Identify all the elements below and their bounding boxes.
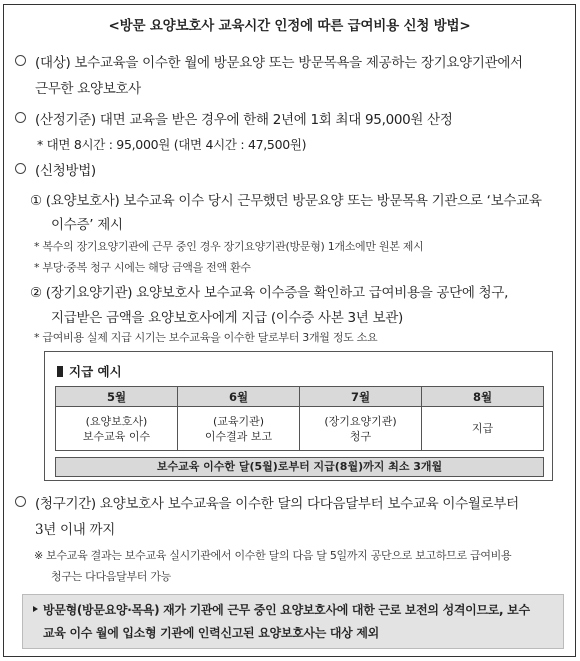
cell-role: 지급 bbox=[471, 422, 494, 435]
circle-bullet-icon bbox=[15, 496, 26, 507]
cell-role: (교육기관) bbox=[212, 414, 265, 428]
example-title: 지급 예시 bbox=[69, 364, 122, 379]
page-title: <방문 요양보호사 교육시간 인정에 따른 급여비용 신청 방법> bbox=[108, 18, 471, 34]
table-cell bbox=[56, 407, 178, 451]
cell-action: 청구 bbox=[349, 429, 372, 443]
notice-line-2: 교육 이수 월에 입소형 기관에 인력신고된 요양보호사는 대상 제외 bbox=[43, 626, 379, 640]
table-header-row bbox=[56, 387, 544, 407]
exclusion-notice bbox=[22, 594, 564, 649]
notice-line-1: 방문형(방문요양·목욕) 재가 기관에 근무 중인 요양보호사에 대한 근로 보전의 성격이므로, 보수 bbox=[43, 603, 530, 617]
black-square-icon bbox=[57, 366, 63, 377]
method-step1-note-2: * 부당·중복 청구 시에는 해당 금액을 전액 환수 bbox=[34, 261, 251, 274]
criteria-note: * 대면 8시간 : 95,000원 (대면 4시간 : 47,500원) bbox=[37, 137, 307, 152]
table-cell bbox=[178, 407, 300, 451]
triangle-bullet-icon bbox=[33, 606, 38, 612]
method-step1-line-1: ① (요양보호사) 보수교육 이수 당시 근무했던 방문요양 또는 방문목욕 기관으로 ‘보수교육 bbox=[30, 193, 542, 209]
example-heading bbox=[57, 362, 122, 380]
method-step1-line-2: 이수증’ 제시 bbox=[51, 217, 123, 233]
method-step2-line-2: 지급받은 금액을 요양보호사에게 지급 (이수증 사본 3년 보관) bbox=[51, 310, 403, 326]
method-step1-note-1: * 복수의 장기요양기관에 근무 중인 경우 장기요양기관(방문형) 1개소에만 원본 제시 bbox=[34, 240, 424, 253]
criteria-line: (산정기준) 대면 교육을 받은 경우에 한해 2년에 1회 최대 95,000원 산정 bbox=[35, 112, 453, 128]
method-step2-note: * 급여비용 실제 지급 시기는 보수교육을 이수한 달로부터 3개월 정도 소요 bbox=[34, 331, 378, 344]
circle-bullet-icon bbox=[15, 112, 26, 123]
month-header: 7월 bbox=[300, 387, 422, 407]
cell-role: (장기요양기관) bbox=[324, 414, 397, 428]
claim-note-1: ※ 보수교육 결과는 보수교육 실시기관에서 이수한 달의 다음 달 5일까지 공단으로 보고하므로 급여비용 bbox=[34, 549, 512, 562]
circle-bullet-icon bbox=[15, 163, 26, 174]
target-line-1: (대상) 보수교육을 이수한 월에 방문요양 또는 방문목욕을 제공하는 장기요양기관에서 bbox=[35, 55, 523, 71]
month-header: 6월 bbox=[178, 387, 300, 407]
target-line-2: 근무한 요양보호사 bbox=[35, 81, 141, 97]
claim-note-2: 청구는 다다음달부터 가능 bbox=[51, 570, 171, 583]
table-cell bbox=[300, 407, 422, 451]
table-row bbox=[56, 407, 544, 451]
method-heading: (신청방법) bbox=[35, 163, 96, 179]
table-cell bbox=[422, 407, 544, 451]
cell-action: 보수교육 이수 bbox=[82, 429, 151, 443]
payment-timeline-table bbox=[55, 386, 544, 451]
cell-role: (요양보호사) bbox=[85, 414, 148, 428]
month-header: 5월 bbox=[56, 387, 178, 407]
payment-example-box bbox=[44, 351, 553, 481]
method-step2-line-1: ② (장기요양기관) 요양보호사 보수교육 이수증을 확인하고 급여비용을 공단에 청구, bbox=[30, 285, 509, 301]
example-summary: 보수교육 이수한 달(5월)로부터 지급(8월)까지 최소 3개월 bbox=[55, 457, 544, 477]
cell-action: 이수결과 보고 bbox=[204, 429, 273, 443]
claim-line-2: 3년 이내 까지 bbox=[35, 522, 115, 538]
claim-line-1: (청구기간) 요양보호사 보수교육을 이수한 달의 다다음달부터 보수교육 이수월로부터 bbox=[35, 496, 519, 512]
circle-bullet-icon bbox=[15, 55, 26, 66]
guide-frame bbox=[3, 4, 576, 657]
month-header: 8월 bbox=[422, 387, 544, 407]
